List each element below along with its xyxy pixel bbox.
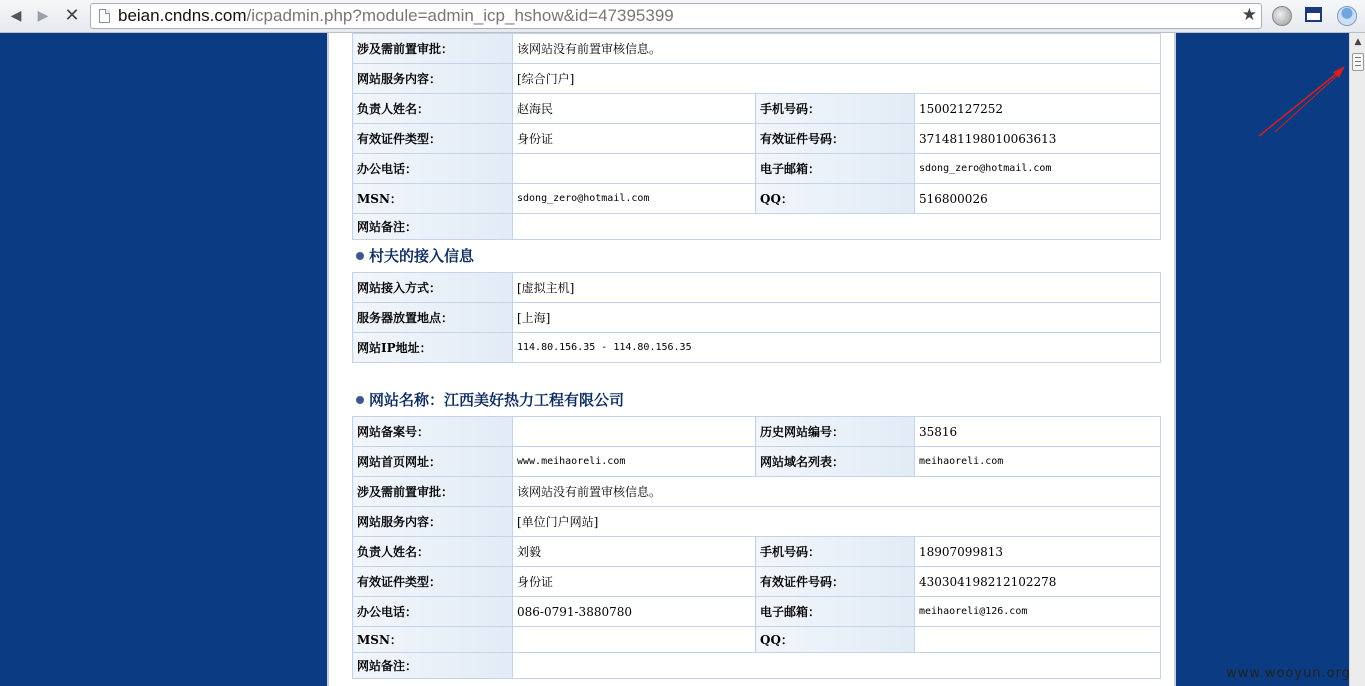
field-label: 手机号码： <box>756 94 915 124</box>
field-label: QQ： <box>756 184 915 214</box>
annotation-arrow-icon <box>1255 60 1349 140</box>
field-value: [单位门户网站] <box>513 507 1161 537</box>
table-row <box>353 214 1161 240</box>
table-row <box>353 507 1161 537</box>
vertical-scrollbar[interactable] <box>1349 33 1365 686</box>
field-label: 网站首页网址： <box>353 447 513 477</box>
table-row <box>353 417 1161 447</box>
url-host: beian.cndns.com <box>118 6 247 25</box>
field-label: 有效证件号码： <box>756 567 915 597</box>
table-row <box>353 64 1161 94</box>
field-value: [虚拟主机] <box>513 273 1161 303</box>
table-row <box>353 627 1161 653</box>
field-value: 该网站没有前置审核信息。 <box>513 477 1161 507</box>
bullet-icon <box>356 252 364 260</box>
table-row <box>353 597 1161 627</box>
field-value: [综合门户] <box>513 64 1161 94</box>
field-label: 有效证件号码： <box>756 124 915 154</box>
field-value: sdong_zero@hotmail.com <box>513 184 756 214</box>
access-info-heading <box>352 240 1160 272</box>
field-label: 网站服务内容： <box>353 64 513 94</box>
forward-icon[interactable]: ▶ <box>37 8 49 24</box>
field-value: meihaoreli.com <box>915 447 1161 477</box>
field-label: 网站备注： <box>353 653 513 679</box>
field-value: 516800026 <box>915 184 1161 214</box>
field-value: 赵海民 <box>513 94 756 124</box>
field-label: QQ： <box>756 627 915 653</box>
field-label: 涉及需前置审批： <box>353 34 513 64</box>
field-value <box>513 653 1161 679</box>
table-row <box>353 303 1161 333</box>
table-row <box>353 477 1161 507</box>
field-value: 086-0791-3880780 <box>513 597 756 627</box>
field-label: 电子邮箱： <box>756 154 915 184</box>
stop-icon[interactable]: ✕ <box>64 5 80 26</box>
field-label: 手机号码： <box>756 537 915 567</box>
field-value <box>513 417 756 447</box>
table-row <box>353 567 1161 597</box>
table-row <box>353 447 1161 477</box>
address-bar[interactable] <box>90 3 1262 29</box>
field-value: [上海] <box>513 303 1161 333</box>
section-title-text: 村夫的接入信息 <box>369 247 475 265</box>
field-label: 网站备注： <box>353 214 513 240</box>
field-value: 刘毅 <box>513 537 756 567</box>
field-value <box>915 627 1161 653</box>
field-value: 18907099813 <box>915 537 1161 567</box>
field-label: 涉及需前置审批： <box>353 477 513 507</box>
site2-info-table <box>352 416 1161 679</box>
page-icon <box>99 9 110 23</box>
field-value: 35816 <box>915 417 1161 447</box>
field-label: 有效证件类型： <box>353 567 513 597</box>
url-path: /icpadmin.php?module=admin_icp_hshow&id=47395399 <box>246 6 674 25</box>
table-row <box>353 184 1161 214</box>
field-label: 历史网站编号： <box>756 417 915 447</box>
field-label: 办公电话： <box>353 154 513 184</box>
field-label: 网站备案号： <box>353 417 513 447</box>
field-value: 身份证 <box>513 124 756 154</box>
field-label: MSN： <box>353 184 513 214</box>
field-value <box>513 154 756 184</box>
panel-icon[interactable] <box>1305 7 1322 22</box>
field-label: 办公电话： <box>353 597 513 627</box>
person-icon[interactable] <box>1337 6 1357 26</box>
bookmark-star-icon[interactable]: ★ <box>1241 5 1257 25</box>
table-row <box>353 34 1161 64</box>
watermark: www.wooyun.org <box>1226 666 1352 681</box>
scroll-thumb[interactable] <box>1352 53 1364 71</box>
field-label: 电子邮箱： <box>756 597 915 627</box>
field-value: 371481198010063613 <box>915 124 1161 154</box>
field-value: meihaoreli@126.com <box>915 597 1161 627</box>
field-label: 网站域名列表： <box>756 447 915 477</box>
field-label: 网站IP地址： <box>353 333 513 363</box>
field-value: 身份证 <box>513 567 756 597</box>
field-value: 114.80.156.35 - 114.80.156.35 <box>513 333 1161 363</box>
field-label: 网站接入方式： <box>353 273 513 303</box>
field-value <box>513 627 756 653</box>
field-label: 服务器放置地点： <box>353 303 513 333</box>
field-value <box>513 214 1161 240</box>
scroll-up-arrow-icon[interactable]: ▲ <box>1354 37 1362 47</box>
field-value: sdong_zero@hotmail.com <box>915 154 1161 184</box>
table-row <box>353 124 1161 154</box>
field-label: MSN： <box>353 627 513 653</box>
url-text[interactable] <box>118 6 674 26</box>
field-label: 负责人姓名： <box>353 94 513 124</box>
globe-icon[interactable] <box>1272 6 1292 26</box>
access-info-table <box>352 272 1161 363</box>
page-content <box>352 33 1160 679</box>
field-value: www.meihaoreli.com <box>513 447 756 477</box>
site2-heading <box>352 384 1160 416</box>
field-value: 15002127252 <box>915 94 1161 124</box>
browser-toolbar <box>0 0 1365 33</box>
table-row <box>353 154 1161 184</box>
bullet-icon <box>356 396 364 404</box>
site1-info-table <box>352 33 1161 240</box>
back-icon[interactable]: ◀ <box>10 8 22 24</box>
field-label: 负责人姓名： <box>353 537 513 567</box>
field-label: 网站服务内容： <box>353 507 513 537</box>
table-row <box>353 333 1161 363</box>
field-label: 有效证件类型： <box>353 124 513 154</box>
table-row <box>353 653 1161 679</box>
field-value: 430304198212102278 <box>915 567 1161 597</box>
table-row <box>353 273 1161 303</box>
table-row <box>353 94 1161 124</box>
table-row <box>353 537 1161 567</box>
field-value: 该网站没有前置审核信息。 <box>513 34 1161 64</box>
section-title-text: 网站名称：江西美好热力工程有限公司 <box>369 391 625 409</box>
